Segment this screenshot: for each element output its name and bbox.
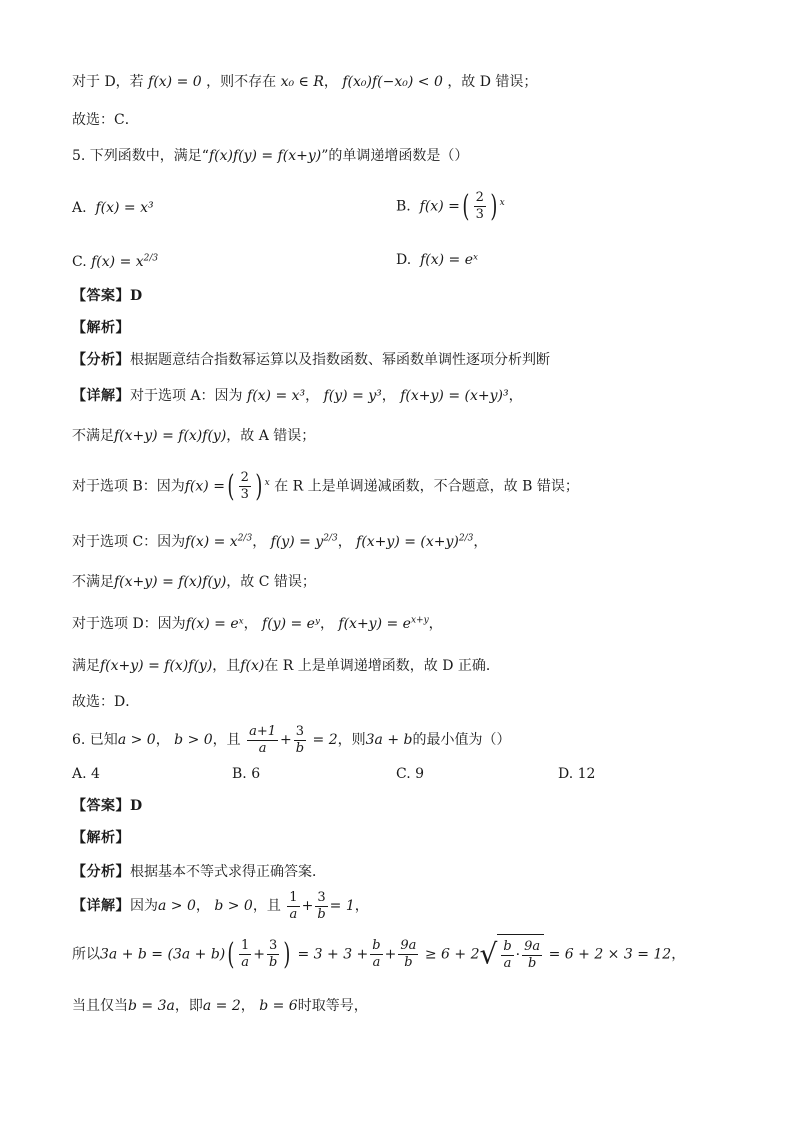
math: f(x) = x [91, 254, 144, 270]
text: 不满足 [72, 428, 114, 444]
math: f(x+y) = f(x)f(y) [114, 574, 227, 590]
math: a = 2 [202, 998, 241, 1014]
label: B. [396, 198, 411, 215]
text: 当且仅当 [72, 998, 128, 1014]
text: ， [354, 898, 369, 914]
math: f(x)f(y) = f(x+y) [208, 148, 322, 164]
analysis-5-heading: 【解析】 [72, 320, 130, 336]
analysis-6-heading: 【解析】 [72, 830, 130, 846]
text: 6. 已知 [72, 732, 118, 748]
tag: 【详解】 [72, 388, 130, 404]
text: ，故 A 错误； [226, 428, 316, 444]
math: = 6 + 2 × 3 = 12 [548, 946, 672, 963]
math: f(x+y) = (x+y)³ [400, 388, 509, 404]
math: f(x) = [184, 478, 225, 495]
line-d-conclusion: 对于 D，若 f(x) = 0 ，则不存在 x₀ ∈ R， f(x₀)f(−x₀) < 0 ，故 D 错误； [72, 74, 538, 90]
text: 5. 下列函数中，满足“ [72, 148, 209, 164]
text: ， [671, 946, 686, 963]
math: f(x) = [419, 198, 460, 215]
fenxi-5 [72, 350, 734, 370]
text: 对于选项 D：因为 [72, 616, 186, 632]
label: A. [72, 200, 87, 216]
text: 不满足 [72, 574, 114, 590]
math: f(x+y) = (x+y) [356, 534, 459, 550]
text: ”的单调递增函数是（） [321, 148, 469, 164]
math: b > 0 [174, 732, 213, 748]
math: x₀ ∈ R [280, 74, 324, 90]
denominator: b [295, 740, 305, 756]
text: 所以 [72, 946, 100, 963]
text: 时取等号， [297, 998, 368, 1014]
text: ，则 [337, 732, 366, 748]
question-6: 6. 已知a > 0， b > 0，且 $\frac{a+1}{a}$ + $\frac{3}{b}$ = 2，则3a + b的最小值为（） [72, 723, 511, 756]
text: 满足 [72, 658, 100, 674]
label: C. [72, 254, 87, 270]
math: f(y) = eʸ [262, 616, 320, 632]
detail-5b: 对于选项 B：因为f(x) =( $\frac{2}{3}$ ) $^x$ 在 R 上是单调递减函数，不合题意，故 B 错误； [72, 468, 579, 504]
detail-5d: 对于选项 D：因为f(x) = eˣ， f(y) = eʸ， $f(x+y) = e^{x+y}$， [72, 615, 443, 632]
text: 对于选项 C：因为 [72, 534, 186, 550]
math: 3a + b = (3a + b) [100, 946, 226, 963]
line-select-c: 故选：C． [72, 112, 139, 128]
option-5c [72, 252, 158, 272]
detail-5a-2 [72, 426, 734, 446]
math: f(x) = 0 [148, 74, 202, 90]
text: ，故 C 错误； [226, 574, 316, 590]
math: = 2 [312, 732, 338, 748]
math: = 3 + 3 + [297, 946, 369, 963]
math: b = 6 [259, 998, 298, 1014]
denominator: a [258, 740, 267, 756]
text: 对于选项 A：因为 [130, 388, 243, 404]
text: ，且 [212, 732, 241, 748]
option-5d [396, 250, 478, 270]
math: f(x+y) = e [338, 616, 411, 632]
math: f(x+y) = f(x)f(y) [100, 658, 213, 674]
option-5a [72, 198, 154, 218]
detail-6-chain: 所以3a + b = (3a + b)( $\frac{1}{a}$ + $\frac{3}{b}$ ) = 3 + 3 + $\frac{b}{a}$ + $\frac{9a}{b}$ ≥ 6 + 2√ $\frac{b}{a}$ · $\frac{9a}{b}$ = 6 + 2 × 3 = 12， [72, 934, 734, 975]
exponent: x+y [410, 615, 429, 626]
text: ，则不存在 [206, 74, 277, 90]
text: 的最小值为（） [412, 732, 511, 748]
option-6d: D. 12 [558, 766, 596, 782]
math: 3a + b [365, 732, 413, 748]
text: 根据基本不等式求得正确答案． [130, 864, 326, 880]
detail-5c-2 [72, 572, 734, 592]
exponent: 2/3 [143, 253, 159, 264]
math: f(x) [240, 658, 265, 674]
math: = 1 [329, 898, 355, 914]
detail-5a: 【详解】对于选项 A：因为 f(x) = x³， f(y) = y³， f(x+y) = (x+y)³， [72, 388, 523, 404]
text: 根据题意结合指数幂运算以及指数函数、幂函数单调性逐项分析判断 [130, 352, 550, 368]
text: 对于 D，若 [72, 74, 144, 90]
answer-6: 【答案】D [72, 798, 143, 814]
math: f(x) = x³ [247, 388, 306, 404]
text: 在 R 上是单调递增函数，故 D 正确． [264, 658, 500, 674]
text: ， [428, 616, 443, 632]
tag: 【分析】 [72, 864, 130, 880]
text: ，即 [174, 998, 203, 1014]
math: f(y) = y [270, 534, 324, 550]
math: b = 3a [128, 998, 175, 1014]
math: f(x) = x³ [95, 200, 154, 216]
tag: 【分析】 [72, 352, 130, 368]
math: a > 0 [117, 732, 156, 748]
option-6c: C. 9 [396, 766, 425, 782]
text: ， [508, 388, 523, 404]
label: D. [396, 252, 412, 268]
text: 对于选项 B：因为 [72, 478, 185, 495]
math: f(x) = x [185, 534, 238, 550]
numerator: a+1 [249, 723, 277, 739]
text: 在 R 上是单调递减函数，不合题意，故 B 错误； [274, 478, 579, 495]
math: f(x) = eˣ [185, 616, 244, 632]
question-5 [72, 146, 734, 166]
option-5b: B. f(x) =( $\frac{2}{3}$ ) $^x$ [396, 188, 505, 224]
numerator: 3 [294, 724, 306, 741]
text: 因为 [130, 898, 158, 914]
detail-6: 【详解】因为a > 0， b > 0，且 $\frac{1}{a}$ + $\frac{3}{b}$ = 1， [72, 889, 369, 922]
math: ≥ 6 + 2 [424, 946, 480, 963]
math: f(x+y) = f(x)f(y) [114, 428, 227, 444]
detail-5c: 对于选项 C：因为$f(x) = x^{2/3}$， $f(y) = y^{2/3}$， $f(x+y) = (x+y)^{2/3}$， [72, 533, 488, 550]
fenxi-6 [72, 862, 734, 882]
detail-6-equality: 当且仅当b = 3a，即a = 2， b = 6时取等号， [72, 998, 368, 1014]
math: f(x₀)f(−x₀) < 0 [342, 74, 443, 90]
text: ， [473, 534, 488, 550]
answer-5: 【答案】D [72, 288, 143, 304]
text: ，故 D 错误； [447, 74, 538, 90]
math: a > 0 [158, 898, 196, 914]
select-5: 故选：D． [72, 694, 140, 710]
option-6a: A. 4 [72, 766, 100, 782]
math: f(x) = eˣ [420, 252, 478, 268]
math: b > 0 [214, 898, 253, 914]
math: f(y) = y³ [323, 388, 382, 404]
tag: 【详解】 [72, 898, 130, 914]
text: ，且 [212, 658, 241, 674]
detail-5d-2 [72, 656, 734, 676]
text: ，且 [252, 898, 281, 914]
option-6b: B. 6 [232, 766, 261, 782]
